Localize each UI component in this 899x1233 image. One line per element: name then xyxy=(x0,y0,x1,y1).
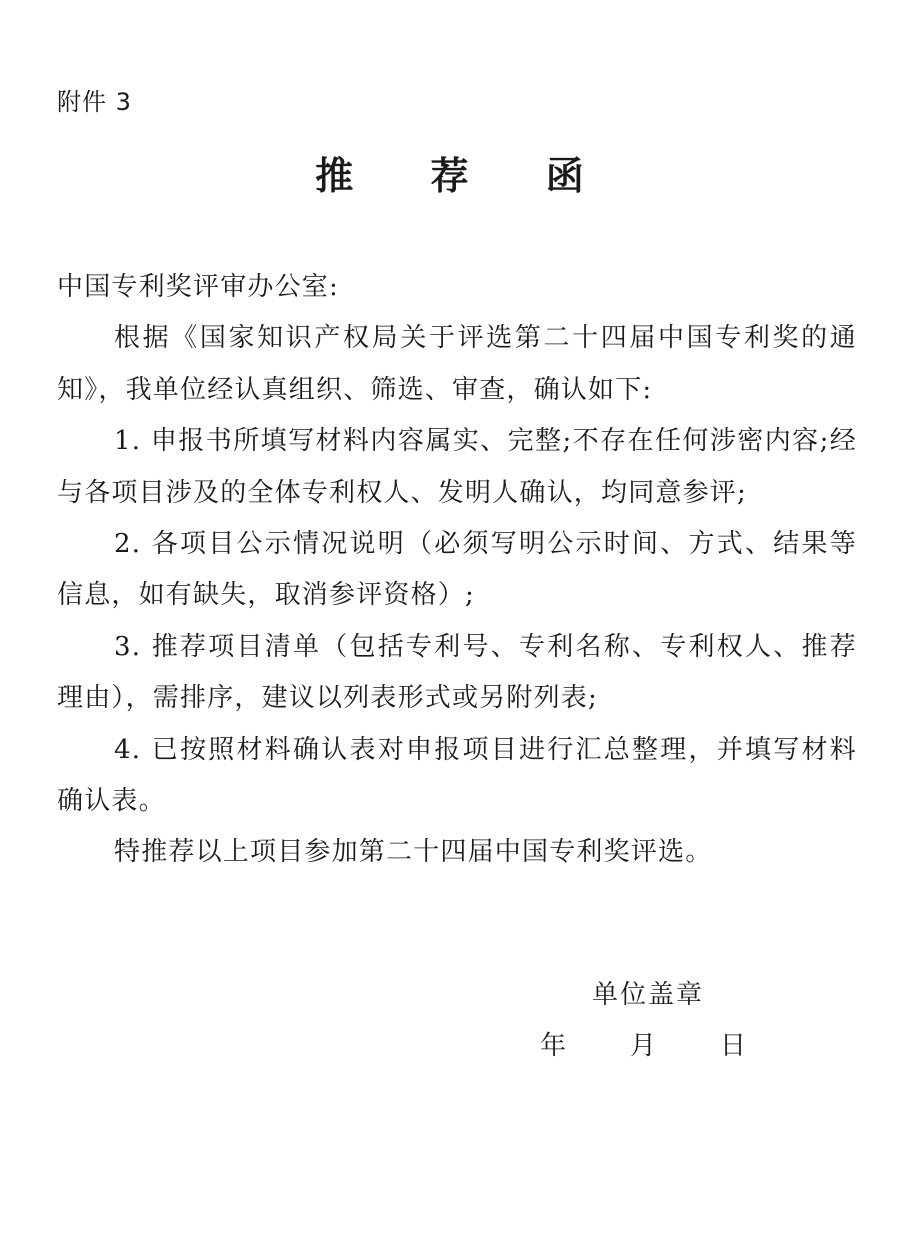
date-month-label: 月 xyxy=(630,1031,657,1061)
document-title: 推 荐 函 xyxy=(315,153,616,198)
salutation: 中国专利奖评审办公室: xyxy=(57,272,339,302)
paragraph-closing: 特推荐以上项目参加第二十四届中国专利奖评选。 xyxy=(114,837,713,868)
paragraph-item-3: 3. 推荐项目清单（包括专利号、专利名称、专利权人、推荐理由），需排序，建议以列表形式或另附列表; xyxy=(57,631,857,714)
date-line xyxy=(540,1026,746,1066)
paragraph-item-2: 2. 各项目公示情况说明（必须写明公示时间、方式、结果等信息，如有缺失，取消参评资格）; xyxy=(57,529,857,611)
attachment-label: 附件 3 xyxy=(57,88,132,116)
paragraph-intro: 根据《国家知识产权局关于评选第二十四届中国专利奖的通知》，我单位经认真组织、筛选、审查，确认如下: xyxy=(57,323,857,405)
letter-body xyxy=(57,262,857,879)
date-year-label: 年 xyxy=(540,1031,567,1061)
date-day-label: 日 xyxy=(720,1031,747,1061)
paragraph-item-1: 1. 申报书所填写材料内容属实、完整;不存在任何涉密内容;经与各项目涉及的全体专利权人、发明人确认，均同意参评; xyxy=(57,426,857,508)
paragraph-item-4: 4. 已按照材料确认表对申报项目进行汇总整理，并填写材料确认表。 xyxy=(57,734,857,817)
seal-label: 单位盖章 xyxy=(592,980,705,1010)
